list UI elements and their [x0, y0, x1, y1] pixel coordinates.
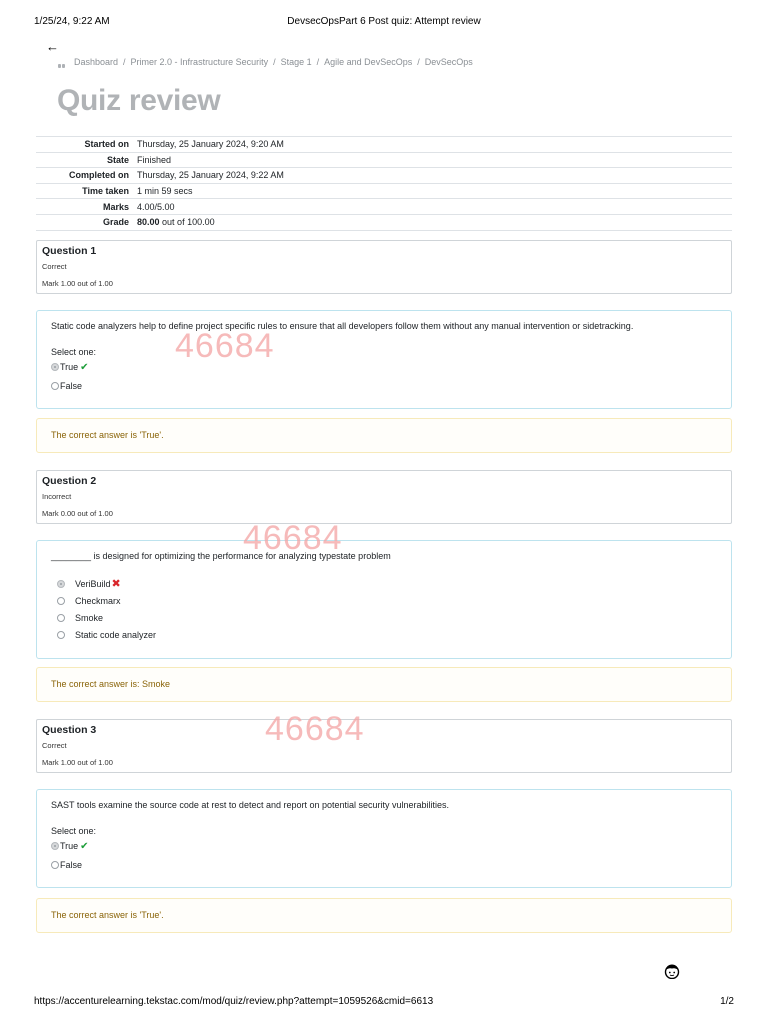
summary-label: Started on	[36, 137, 133, 153]
question-info-3	[36, 719, 732, 773]
breadcrumb-activity[interactable]: DevSecOps	[424, 57, 473, 67]
question-content-3	[36, 789, 732, 888]
answer-option	[57, 594, 717, 608]
summary-value: 4.00/5.00	[133, 199, 732, 215]
summary-label: Completed on	[36, 168, 133, 184]
correct-answer-feedback: The correct answer is 'True'.	[36, 418, 732, 453]
page-url: https://accenturelearning.tekstac.com/mod/quiz/review.php?attempt=1059526&cmid=6613	[34, 996, 434, 1007]
select-one-prompt: Select one:	[51, 347, 97, 357]
answer-option	[51, 858, 717, 872]
question-mark: Mark 1.00 out of 1.00	[42, 279, 113, 288]
print-header	[34, 16, 734, 30]
option-label: False	[60, 860, 83, 870]
option-label: VeriBuild	[75, 579, 111, 589]
breadcrumb-course[interactable]: Primer 2.0 - Infrastructure Security	[130, 57, 269, 67]
summary-value: Thursday, 25 January 2024, 9:20 AM	[133, 137, 732, 153]
correct-answer-feedback: The correct answer is 'True'.	[36, 898, 732, 933]
summary-row	[36, 137, 732, 153]
breadcrumb-dashboard[interactable]: Dashboard	[74, 57, 119, 67]
radio-button[interactable]	[51, 382, 59, 390]
summary-value: 1 min 59 secs	[133, 183, 732, 199]
question-info-1	[36, 240, 732, 294]
answer-option	[51, 839, 717, 853]
option-label: Static code analyzer	[75, 630, 157, 640]
radio-button[interactable]	[57, 631, 65, 639]
summary-value	[133, 214, 732, 230]
summary-label: State	[36, 152, 133, 168]
radio-button[interactable]	[51, 861, 59, 869]
grade-score: 80.00	[137, 217, 160, 228]
question-text: ________ is designed for optimizing the performance for analyzing typestate problem	[51, 551, 391, 561]
summary-label: Grade	[36, 214, 133, 230]
question-state: Incorrect	[42, 492, 72, 501]
summary-row	[36, 199, 732, 215]
print-page-title: DevsecOpsPart 6 Post quiz: Attempt review	[287, 16, 481, 27]
correct-answer-feedback: The correct answer is: Smoke	[36, 667, 732, 702]
watermark: 46684	[243, 519, 343, 557]
arrow-left-icon[interactable]: ←	[46, 39, 59, 54]
watermark: 46684	[265, 710, 365, 748]
summary-label: Marks	[36, 199, 133, 215]
print-datetime: 1/25/24, 9:22 AM	[34, 16, 110, 27]
breadcrumb-stage[interactable]: Stage 1	[280, 57, 312, 67]
page-title: Quiz review	[57, 84, 221, 117]
question-state: Correct	[42, 262, 67, 271]
breadcrumb-section[interactable]: Agile and DevSecOps	[324, 57, 413, 67]
option-label: True	[60, 841, 79, 851]
answer-option	[57, 611, 717, 625]
avatar-icon[interactable]	[663, 963, 681, 979]
question-mark: Mark 1.00 out of 1.00	[42, 758, 113, 767]
checkmark-icon: ✔	[80, 841, 89, 852]
radio-button[interactable]	[57, 597, 65, 605]
grade-out-of: out of 100.00	[162, 217, 215, 228]
summary-row	[36, 214, 732, 230]
select-one-prompt: Select one:	[51, 826, 97, 836]
answer-option	[51, 379, 717, 393]
summary-value: Finished	[133, 152, 732, 168]
option-label: Checkmarx	[75, 596, 121, 606]
question-text: SAST tools examine the source code at rest to detect and report on potential security vulnerabilities.	[51, 800, 450, 810]
radio-button[interactable]	[51, 363, 59, 371]
radio-button[interactable]	[57, 580, 65, 588]
checkmark-icon: ✔	[80, 362, 89, 373]
option-label: True	[60, 362, 79, 372]
question-text: Static code analyzers help to define project specific rules to ensure that all developers follow them without any manual intervention or sidetracking.	[51, 321, 634, 331]
answer-option	[57, 577, 717, 591]
option-label: Smoke	[75, 613, 104, 623]
watermark: 46684	[175, 327, 275, 365]
summary-row	[36, 183, 732, 199]
summary-value: Thursday, 25 January 2024, 9:22 AM	[133, 168, 732, 184]
question-number: Question 2	[42, 475, 97, 487]
question-number: Question 1	[42, 245, 97, 257]
option-label: False	[60, 381, 83, 391]
question-info-2	[36, 470, 732, 524]
cross-icon: ✖	[111, 578, 121, 590]
question-state: Correct	[42, 741, 67, 750]
summary-row	[36, 168, 732, 184]
radio-button[interactable]	[51, 842, 59, 850]
question-number: Question 3	[42, 724, 97, 736]
answer-option	[51, 360, 717, 374]
page-number: 1/2	[720, 996, 734, 1007]
dashboard-icon	[58, 60, 68, 66]
answer-option	[57, 628, 717, 642]
attempt-summary-table	[36, 136, 732, 231]
radio-button[interactable]	[57, 614, 65, 622]
breadcrumb: Dashboard / Primer 2.0 - Infrastructure Security / Stage 1 / Agile and DevSecOps / DevSecOps	[58, 57, 473, 67]
question-mark: Mark 0.00 out of 1.00	[42, 509, 113, 518]
question-content-1	[36, 310, 732, 409]
summary-row	[36, 152, 732, 168]
question-content-2	[36, 540, 732, 659]
summary-label: Time taken	[36, 183, 133, 199]
